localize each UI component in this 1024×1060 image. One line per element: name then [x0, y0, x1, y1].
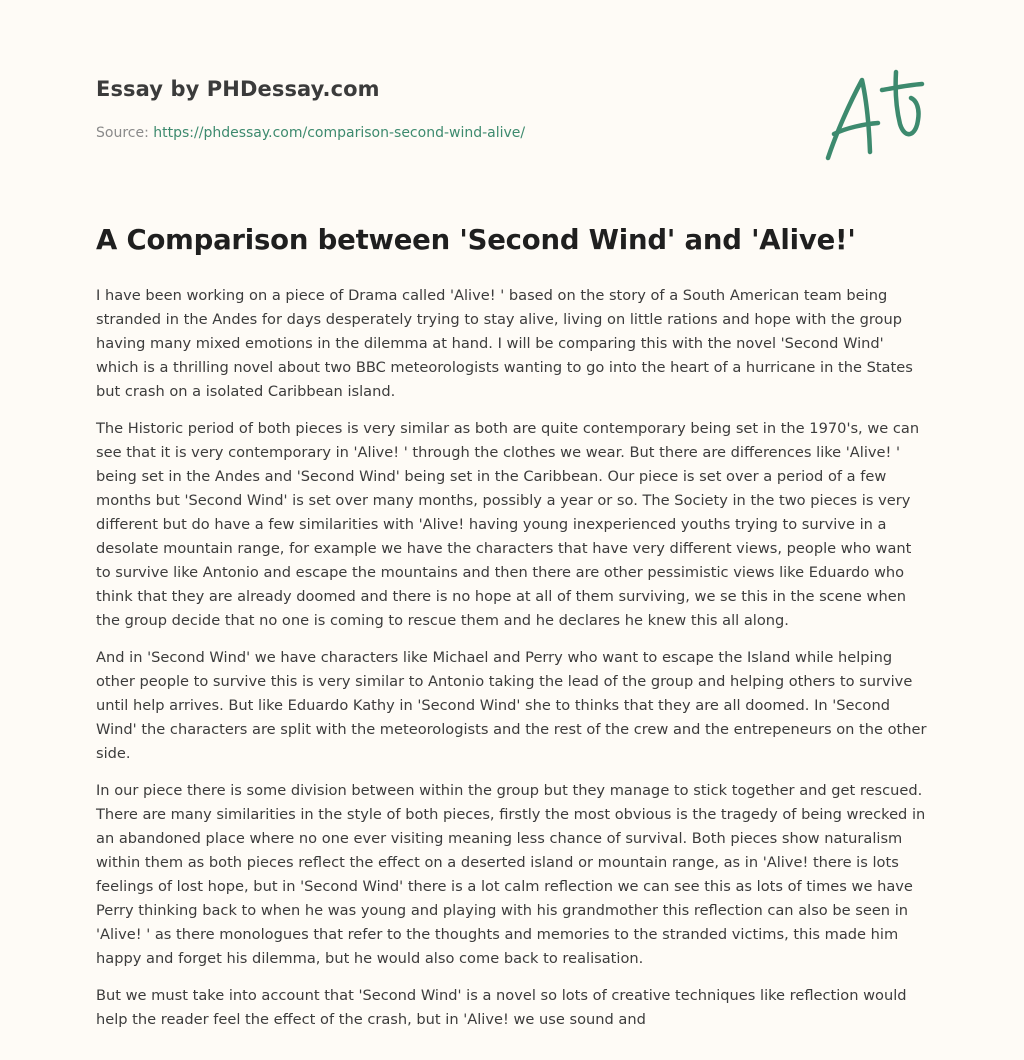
- site-title: Essay by PHDessay.com: [96, 77, 380, 101]
- essay-body: [96, 284, 928, 1045]
- essay-paragraph: And in 'Second Wind' we have characters like Michael and Perry who want to escape the Island while helping other people to survive this is very similar to Antonio taking the lead of the group and helping others to survive until help arrives. But like Eduardo Kathy in 'Second Wind' she to thinks that they are all doomed. In 'Second Wind' the characters are split with the meteorologists and the rest of the crew and the entrepeneurs on the other side.: [96, 649, 927, 762]
- logo-plus-bar-stroke: [882, 84, 922, 90]
- logo-a-stroke: [828, 80, 870, 158]
- source-line: [96, 125, 525, 141]
- source-label: Source:: [96, 125, 154, 141]
- logo-plus-hook-stroke: [896, 72, 919, 134]
- essay-title: A Comparison between 'Second Wind' and 'Alive!': [96, 224, 856, 256]
- essay-paragraph: In our piece there is some division between within the group but they manage to stick together and get rescued. There are many similarities in the style of both pieces, firstly the most obvious is the tragedy of being wrecked in an abandoned place where no one ever visiting meaning less chance of survival. Both pieces show naturalism within them as both pieces reflect the effect on a deserted island or mountain range, as in 'Alive! there is lots feelings of lost hope, but in 'Second Wind' there is a lot calm reflection we can see this as lots of times we have Perry thinking back to when he was young and playing with his grandmother this reflection can also be seen in 'Alive! ' as there monologues that refer to the thoughts and memories to the stranded victims, this made him happy and forget his dilemma, but he would also come back to realisation.: [96, 782, 926, 967]
- essay-paragraph: The Historic period of both pieces is very similar as both are quite contemporary being set in the 1970's, we can see that it is very contemporary in 'Alive! ' through the clothes we wear. But there are differences like 'Alive! ' being set in the Andes and 'Second Wind' being set in the Caribbean. Our piece is set over a period of a few months but 'Second Wind' is set over many months, possibly a year or so. The Society in the two pieces is very different but do have a few similarities with 'Alive! having young inexperienced youths trying to survive in a desolate mountain range, for example we have the characters that have very different views, people who want to survive like Antonio and escape the mountains and then there are other pessimistic views like Eduardo who think that they are already doomed and there is no hope at all of them surviving, we se this in the scene when the group decide that no one is coming to rescue them and he declares he knew this all along.: [96, 420, 920, 629]
- a-plus-logo-icon: [822, 68, 928, 164]
- essay-paragraph: But we must take into account that 'Second Wind' is a novel so lots of creative techniques like reflection would help the reader feel the effect of the crash, but in 'Alive! we use sound and: [96, 987, 907, 1028]
- source-link[interactable]: https://phdessay.com/comparison-second-wind-alive/: [153, 125, 526, 141]
- essay-paragraph: I have been working on a piece of Drama called 'Alive! ' based on the story of a South American team being stranded in the Andes for days desperately trying to stay alive, living on little rations and hope with the group having many mixed emotions in the dilemma at hand. I will be comparing this with the novel 'Second Wind' which is a thrilling novel about two BBC meteorologists wanting to go into the heart of a hurricane in the States but crash on a isolated Caribbean island.: [96, 287, 913, 400]
